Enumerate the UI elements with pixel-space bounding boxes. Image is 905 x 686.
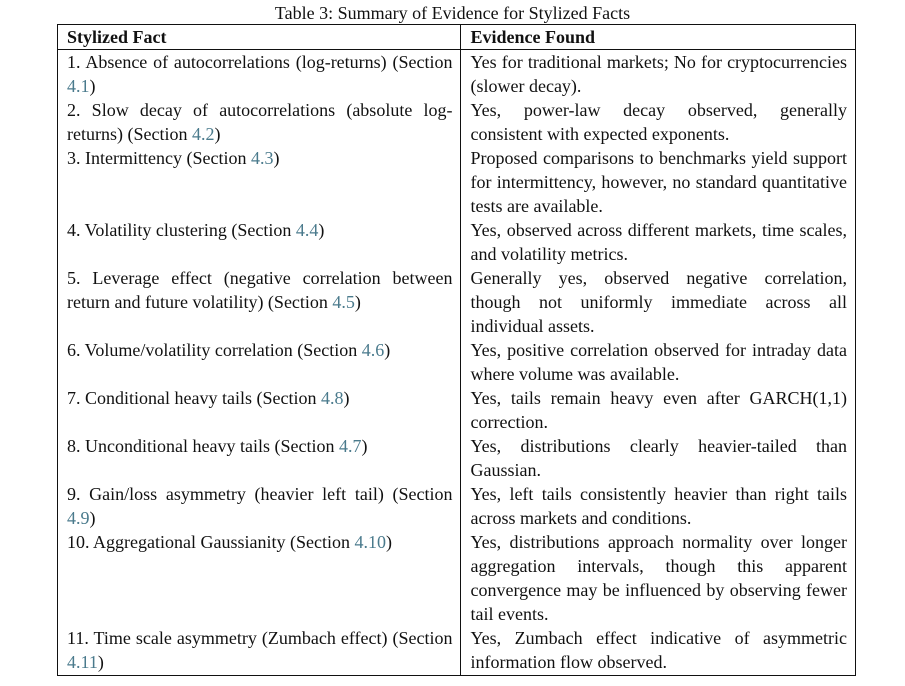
fact-text: 11. Time scale asymmetry (Zumbach effect) (Section xyxy=(67,628,453,648)
fact-cell xyxy=(58,146,461,218)
evidence-cell: Yes, distributions clearly heavier-tailed than Gaussian. xyxy=(461,434,856,482)
fact-text-end: ) xyxy=(89,508,96,528)
evidence-cell: Yes for traditional markets; No for cryptocurrencies (slower decay). xyxy=(461,50,856,99)
fact-text-end: ) xyxy=(318,220,325,240)
fact-cell xyxy=(58,338,461,386)
header-row xyxy=(58,25,856,50)
fact-cell xyxy=(58,98,461,146)
table-row xyxy=(58,434,856,482)
fact-text-end: ) xyxy=(343,388,350,408)
evidence-cell: Generally yes, observed negative correlation, though not uniformly immediate across all individual assets. xyxy=(461,266,856,338)
evidence-table xyxy=(57,24,856,676)
fact-text: 2. Slow decay of autocorrelations (absolute log-returns) (Section xyxy=(67,100,453,144)
fact-cell xyxy=(58,626,461,675)
section-reference-link[interactable]: 4.9 xyxy=(67,508,90,528)
section-reference-link[interactable]: 4.2 xyxy=(191,124,215,144)
section-reference-link[interactable]: 4.11 xyxy=(67,652,98,672)
fact-text-end: ) xyxy=(97,652,104,672)
header-stylized-fact: Stylized Fact xyxy=(58,25,461,50)
fact-text: 9. Gain/loss asymmetry (heavier left tail) (Section xyxy=(67,484,453,504)
table-row xyxy=(58,266,856,338)
fact-text-end: ) xyxy=(384,340,391,360)
table-row xyxy=(58,386,856,434)
section-reference-link[interactable]: 4.1 xyxy=(67,76,90,96)
table-row xyxy=(58,218,856,266)
table-row xyxy=(58,626,856,675)
table-row xyxy=(58,146,856,218)
header-evidence-found: Evidence Found xyxy=(461,25,856,50)
fact-text-end: ) xyxy=(385,532,392,552)
evidence-cell: Yes, positive correlation observed for intraday data where volume was available. xyxy=(461,338,856,386)
fact-text: 3. Intermittency (Section xyxy=(67,148,251,168)
table-row xyxy=(58,98,856,146)
table-row xyxy=(58,50,856,99)
evidence-cell: Yes, tails remain heavy even after GARCH(1,1) correction. xyxy=(461,386,856,434)
fact-cell xyxy=(58,50,461,99)
fact-text-end: ) xyxy=(361,436,368,456)
evidence-cell: Yes, Zumbach effect indicative of asymmetric information flow observed. xyxy=(461,626,856,675)
table-caption: Table 3: Summary of Evidence for Stylized Facts xyxy=(274,3,631,23)
section-reference-link[interactable]: 4.7 xyxy=(338,436,362,456)
evidence-cell: Proposed comparisons to benchmarks yield support for intermittency, however, no standard quantitative tests are available. xyxy=(461,146,856,218)
fact-text-end: ) xyxy=(214,124,221,144)
section-reference-link[interactable]: 4.3 xyxy=(250,148,274,168)
fact-cell xyxy=(58,218,461,266)
section-reference-link[interactable]: 4.4 xyxy=(295,220,319,240)
fact-text: 5. Leverage effect (negative correlation between return and future volatility) (Section xyxy=(67,268,453,312)
fact-text: 7. Conditional heavy tails (Section xyxy=(67,388,321,408)
fact-cell xyxy=(58,434,461,482)
section-reference-link[interactable]: 4.8 xyxy=(320,388,344,408)
fact-text: 10. Aggregational Gaussianity (Section xyxy=(67,532,355,552)
fact-cell xyxy=(58,530,461,626)
table-row xyxy=(58,338,856,386)
table-row xyxy=(58,530,856,626)
fact-text-end: ) xyxy=(89,76,96,96)
section-reference-link[interactable]: 4.10 xyxy=(354,532,386,552)
fact-cell xyxy=(58,266,461,338)
evidence-cell: Yes, power-law decay observed, generally consistent with expected exponents. xyxy=(461,98,856,146)
fact-text: 6. Volume/volatility correlation (Section xyxy=(67,340,362,360)
fact-text-end: ) xyxy=(273,148,280,168)
fact-text: 4. Volatility clustering (Section xyxy=(67,220,296,240)
evidence-cell: Yes, left tails consistently heavier than right tails across markets and conditions. xyxy=(461,482,856,530)
fact-text: 8. Unconditional heavy tails (Section xyxy=(67,436,339,456)
section-reference-link[interactable]: 4.5 xyxy=(332,292,355,312)
table-row xyxy=(58,482,856,530)
evidence-cell: Yes, distributions approach normality over longer aggregation intervals, though this apparent convergence may be influenced by observing fewer tail events. xyxy=(461,530,856,626)
section-reference-link[interactable]: 4.6 xyxy=(361,340,385,360)
fact-cell xyxy=(58,386,461,434)
evidence-cell: Yes, observed across different markets, time scales, and volatility metrics. xyxy=(461,218,856,266)
fact-cell xyxy=(58,482,461,530)
fact-text: 1. Absence of autocorrelations (log-returns) (Section xyxy=(67,52,453,72)
fact-text-end: ) xyxy=(354,292,361,312)
